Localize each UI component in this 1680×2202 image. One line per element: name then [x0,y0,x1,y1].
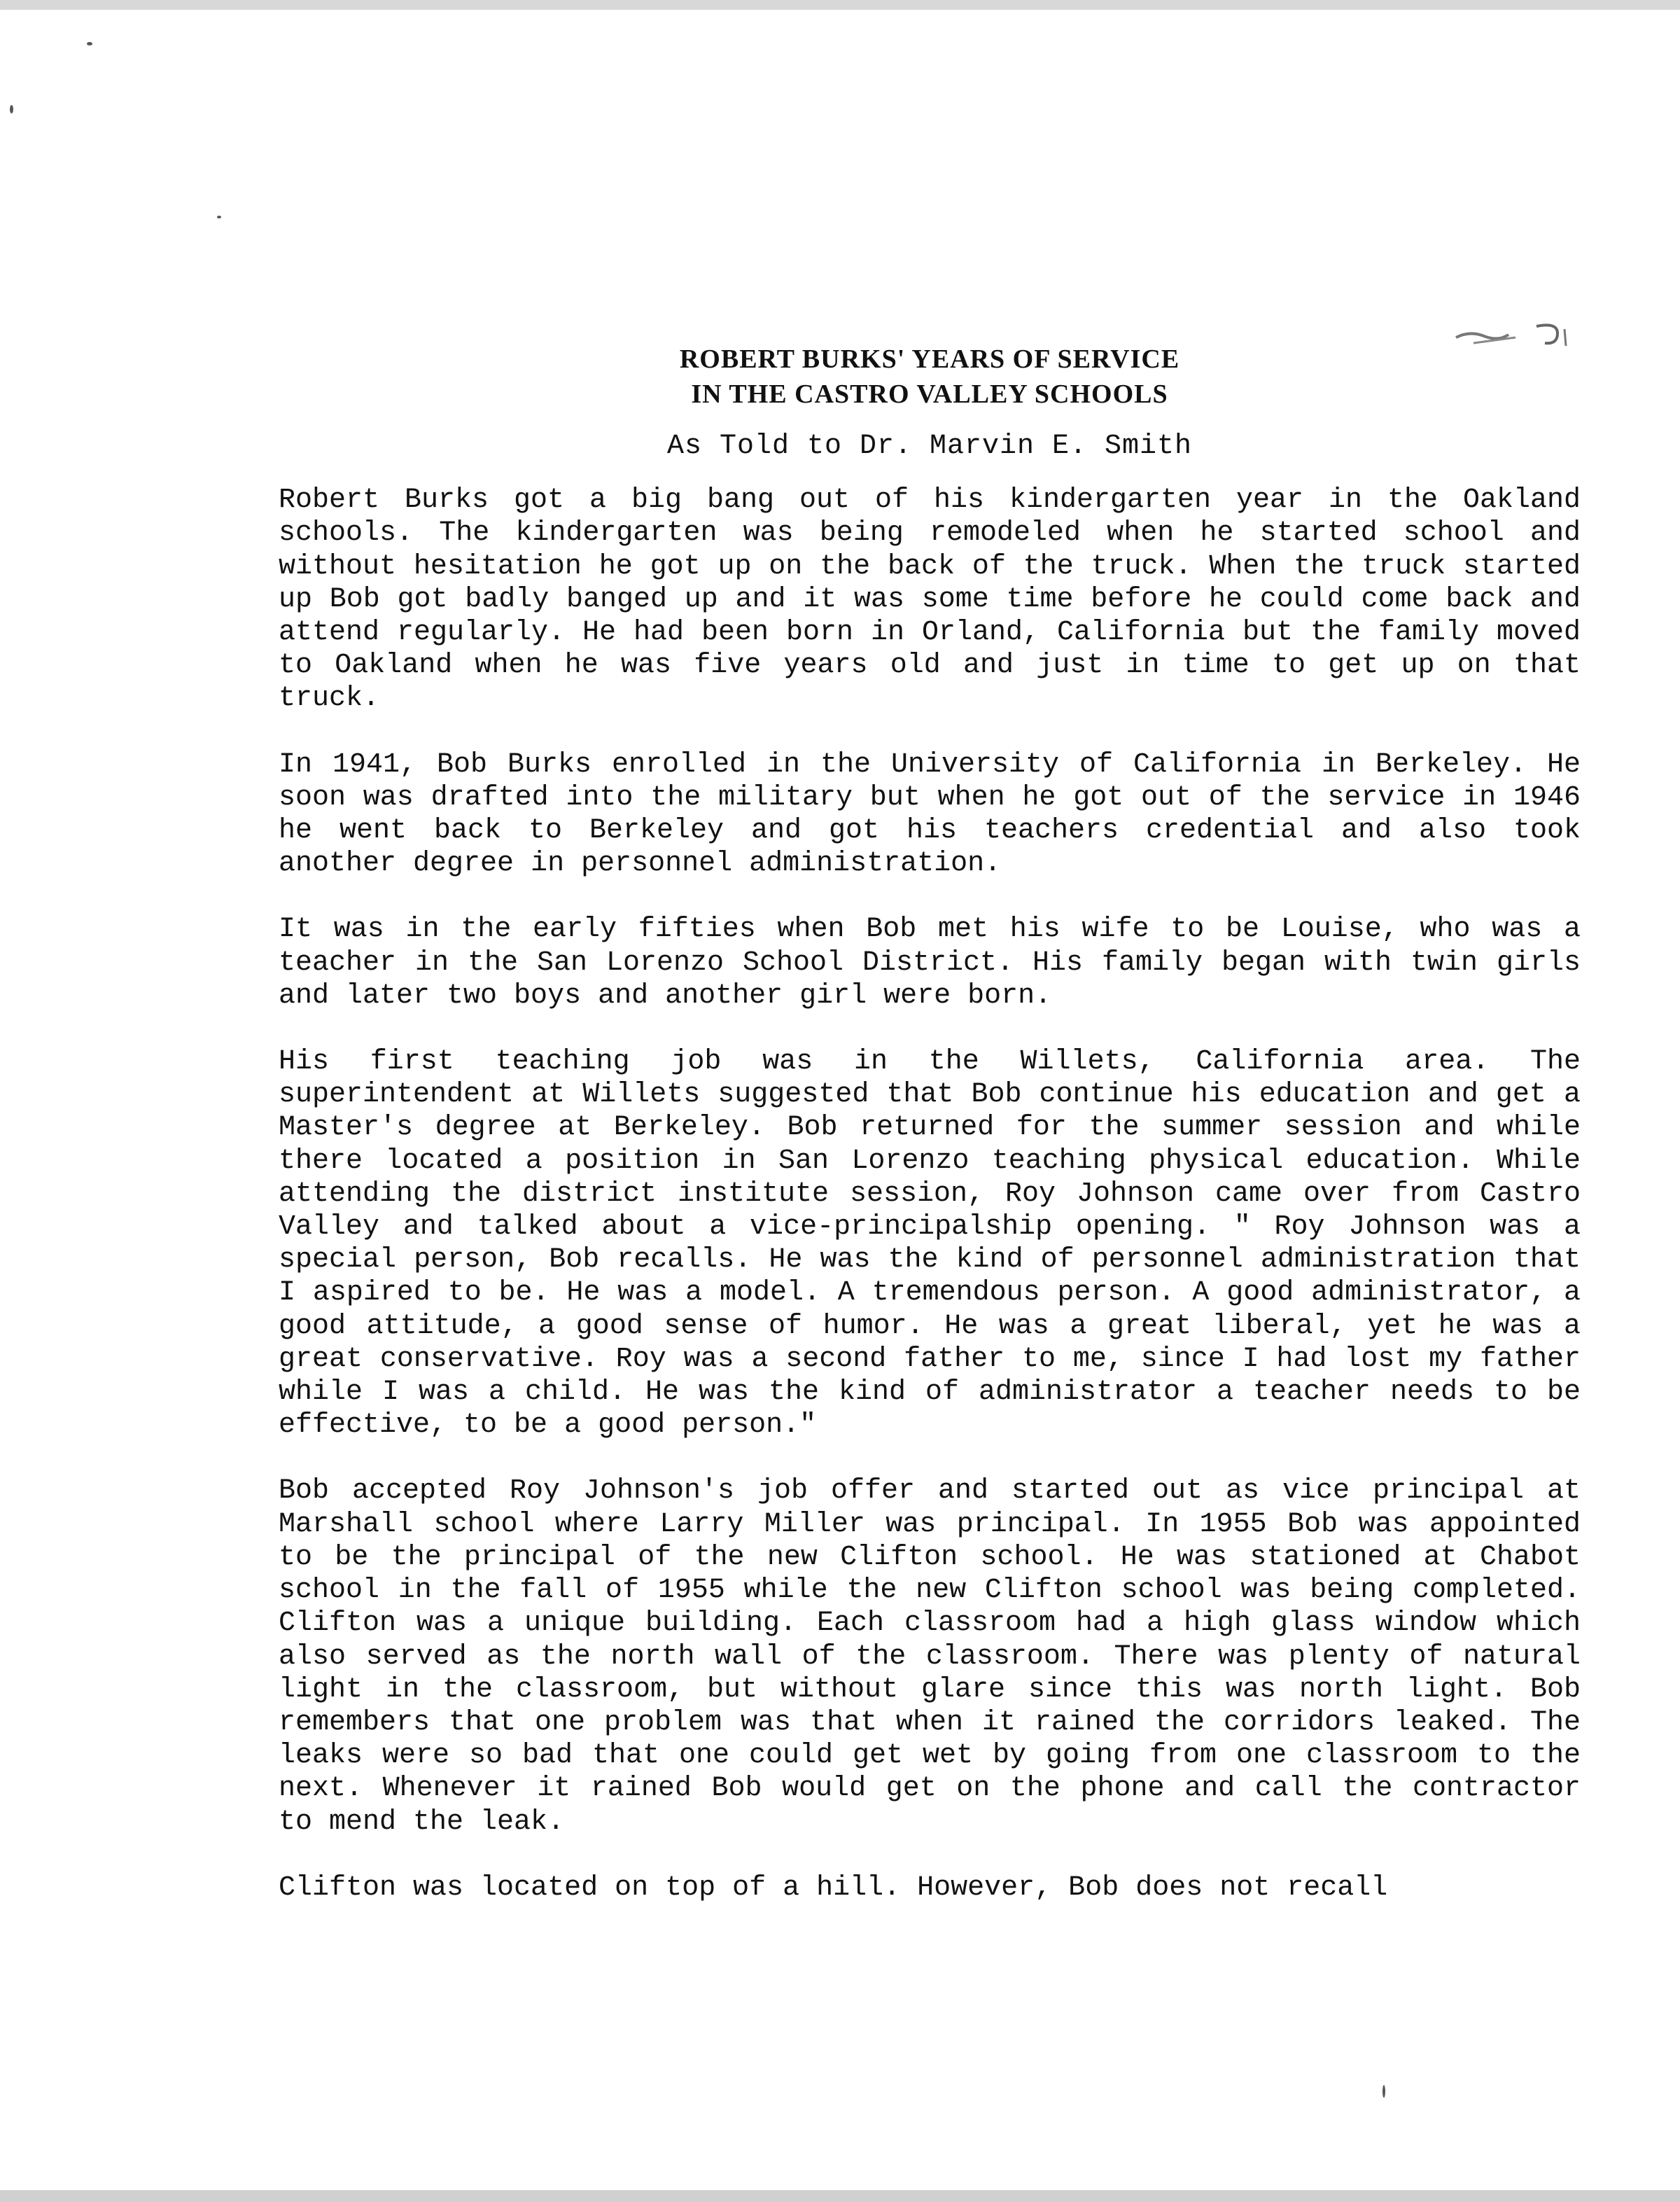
scan-speck [217,216,221,218]
title-line-1: ROBERT BURKS' YEARS OF SERVICE [679,344,1180,374]
scan-speck [10,105,13,113]
paragraph: It was in the early fifties when Bob met his wife to be Louise, who was a teacher in the San Lorenzo School District. His family began with twin girls and later two boys and another girl were born. [279,914,1581,1012]
paragraph: Bob accepted Roy Johnson's job offer and started out as vice principal at Marshall school where Larry Miller was principal. In 1955 Bob was appointed to be the principal of the new Clifton school. He was stationed at Chabot school in the fall of 1955 while the new Clifton school was being completed. Clifton was a unique building. Each classroom had a high glass window which also served as the north wall of the classroom. There was plenty of natural light in the classroom, but without glare since this was north light. Bob remembers that one problem was that when it rained the corridors leaked. The leaks were so bad that one could get wet by going from one classroom to the next. Whenever it rained Bob would get on the phone and call the contractor to mend the leak. [279,1475,1581,1838]
paragraph: Robert Burks got a big bang out of his kindergarten year in the Oakland schools. The kindergarten was being remodeled when he started school and without hesitation he got up on the back of the truck. When the truck started up Bob got badly banged up and it was some time before he could come back and attend regularly. He had been born in Orland, California but the family moved to Oakland when he was five years old and just in time to get up on that truck. [279,485,1581,715]
document-subtitle: As Told to Dr. Marvin E. Smith [666,431,1193,462]
scan-bottom-edge [0,2190,1680,2202]
paragraph: In 1941, Bob Burks enrolled in the University of California in Berkeley. He soon was drafted into the military but when he got out of the service in 1946 he went back to Berkeley and got his teachers credential and also took another degree in personnel administration. [279,748,1581,880]
title-line-2: IN THE CASTRO VALLEY SCHOOLS [691,379,1168,409]
scan-top-edge [0,0,1680,10]
paragraph: His first teaching job was in the Willets, California area. The superintendent at Willets suggested that Bob continue his education and get a Master's degree at Berkeley. Bob returned for the summer session and while there located a position in San Lorenzo teaching physical education. While attending the district institute session, Roy Johnson came over from Castro Valley and talked about a vice-principalship opening. " Roy Johnson was a special person, Bob recalls. He was the kind of personnel administration that I aspired to be. He was a model. A tremendous person. A good administrator, a good attitude, a good sense of humor. He was a great liberal, yet he was a great conservative. Roy was a second father to me, since I had lost my father while I was a child. He was the kind of administrator a teacher needs to be effective, to be a good person." [279,1046,1581,1442]
scan-speck [87,42,92,46]
scan-speck [1382,2085,1385,2098]
document-title [279,342,1581,412]
document-body [279,342,1581,1904]
paragraph: Clifton was located on top of a hill. However, Bob does not recall [279,1872,1388,1904]
